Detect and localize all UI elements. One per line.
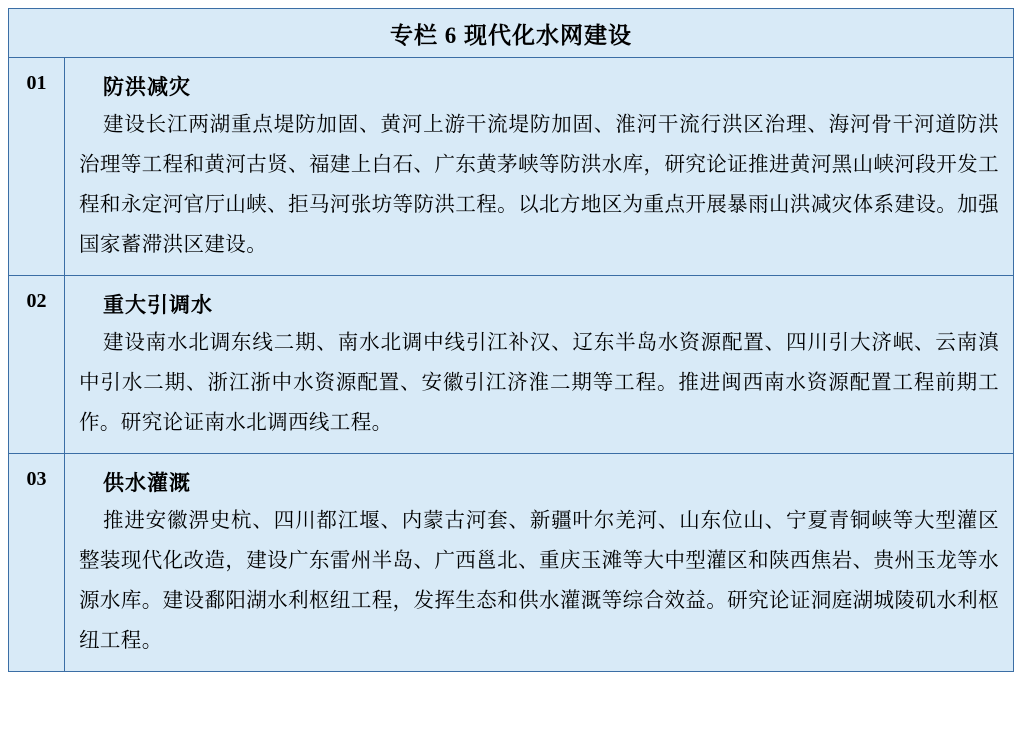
row-number: 02: [9, 276, 65, 453]
table-row: [9, 454, 1013, 671]
row-heading: 防洪减灾: [103, 75, 191, 99]
row-heading: 重大引调水: [103, 293, 213, 317]
row-body-text: 推进安徽淠史杭、四川都江堰、内蒙古河套、新疆叶尔羌河、山东位山、宁夏青铜峡等大型灌区整装现代化改造，建设广东雷州半岛、广西邕北、重庆玉滩等大中型灌区和陕西焦岩、贵州玉龙等水源水库。建设鄱阳湖水利枢纽工程，发挥生态和供水灌溉等综合效益。研究论证洞庭湖城陵矶水利枢纽工程。: [79, 510, 999, 652]
row-body-text: 建设长江两湖重点堤防加固、黄河上游干流堤防加固、淮河干流行洪区治理、海河骨干河道防洪治理等工程和黄河古贤、福建上白石、广东黄茅峡等防洪水库，研究论证推进黄河黑山峡河段开发工程和永定河官厅山峡、拒马河张坊等防洪工程。以北方地区为重点开展暴雨山洪减灾体系建设。加强国家蓄滞洪区建设。: [79, 114, 999, 256]
row-number: 01: [9, 58, 65, 275]
table-row: [9, 58, 1013, 276]
row-number: 03: [9, 454, 65, 671]
row-body-text: 建设南水北调东线二期、南水北调中线引江补汉、辽东半岛水资源配置、四川引大济岷、云南滇中引水二期、浙江浙中水资源配置、安徽引江济淮二期等工程。推进闽西南水资源配置工程前期工作。研究论证南水北调西线工程。: [79, 332, 999, 434]
table-title-row: [9, 9, 1013, 58]
feature-box-table: [8, 8, 1014, 672]
row-content: [65, 454, 1013, 671]
page-title: 专栏 6 现代化水网建设: [390, 22, 632, 48]
row-content: [65, 58, 1013, 275]
row-heading: 供水灌溉: [103, 471, 191, 495]
row-content: [65, 276, 1013, 453]
table-row: [9, 276, 1013, 454]
